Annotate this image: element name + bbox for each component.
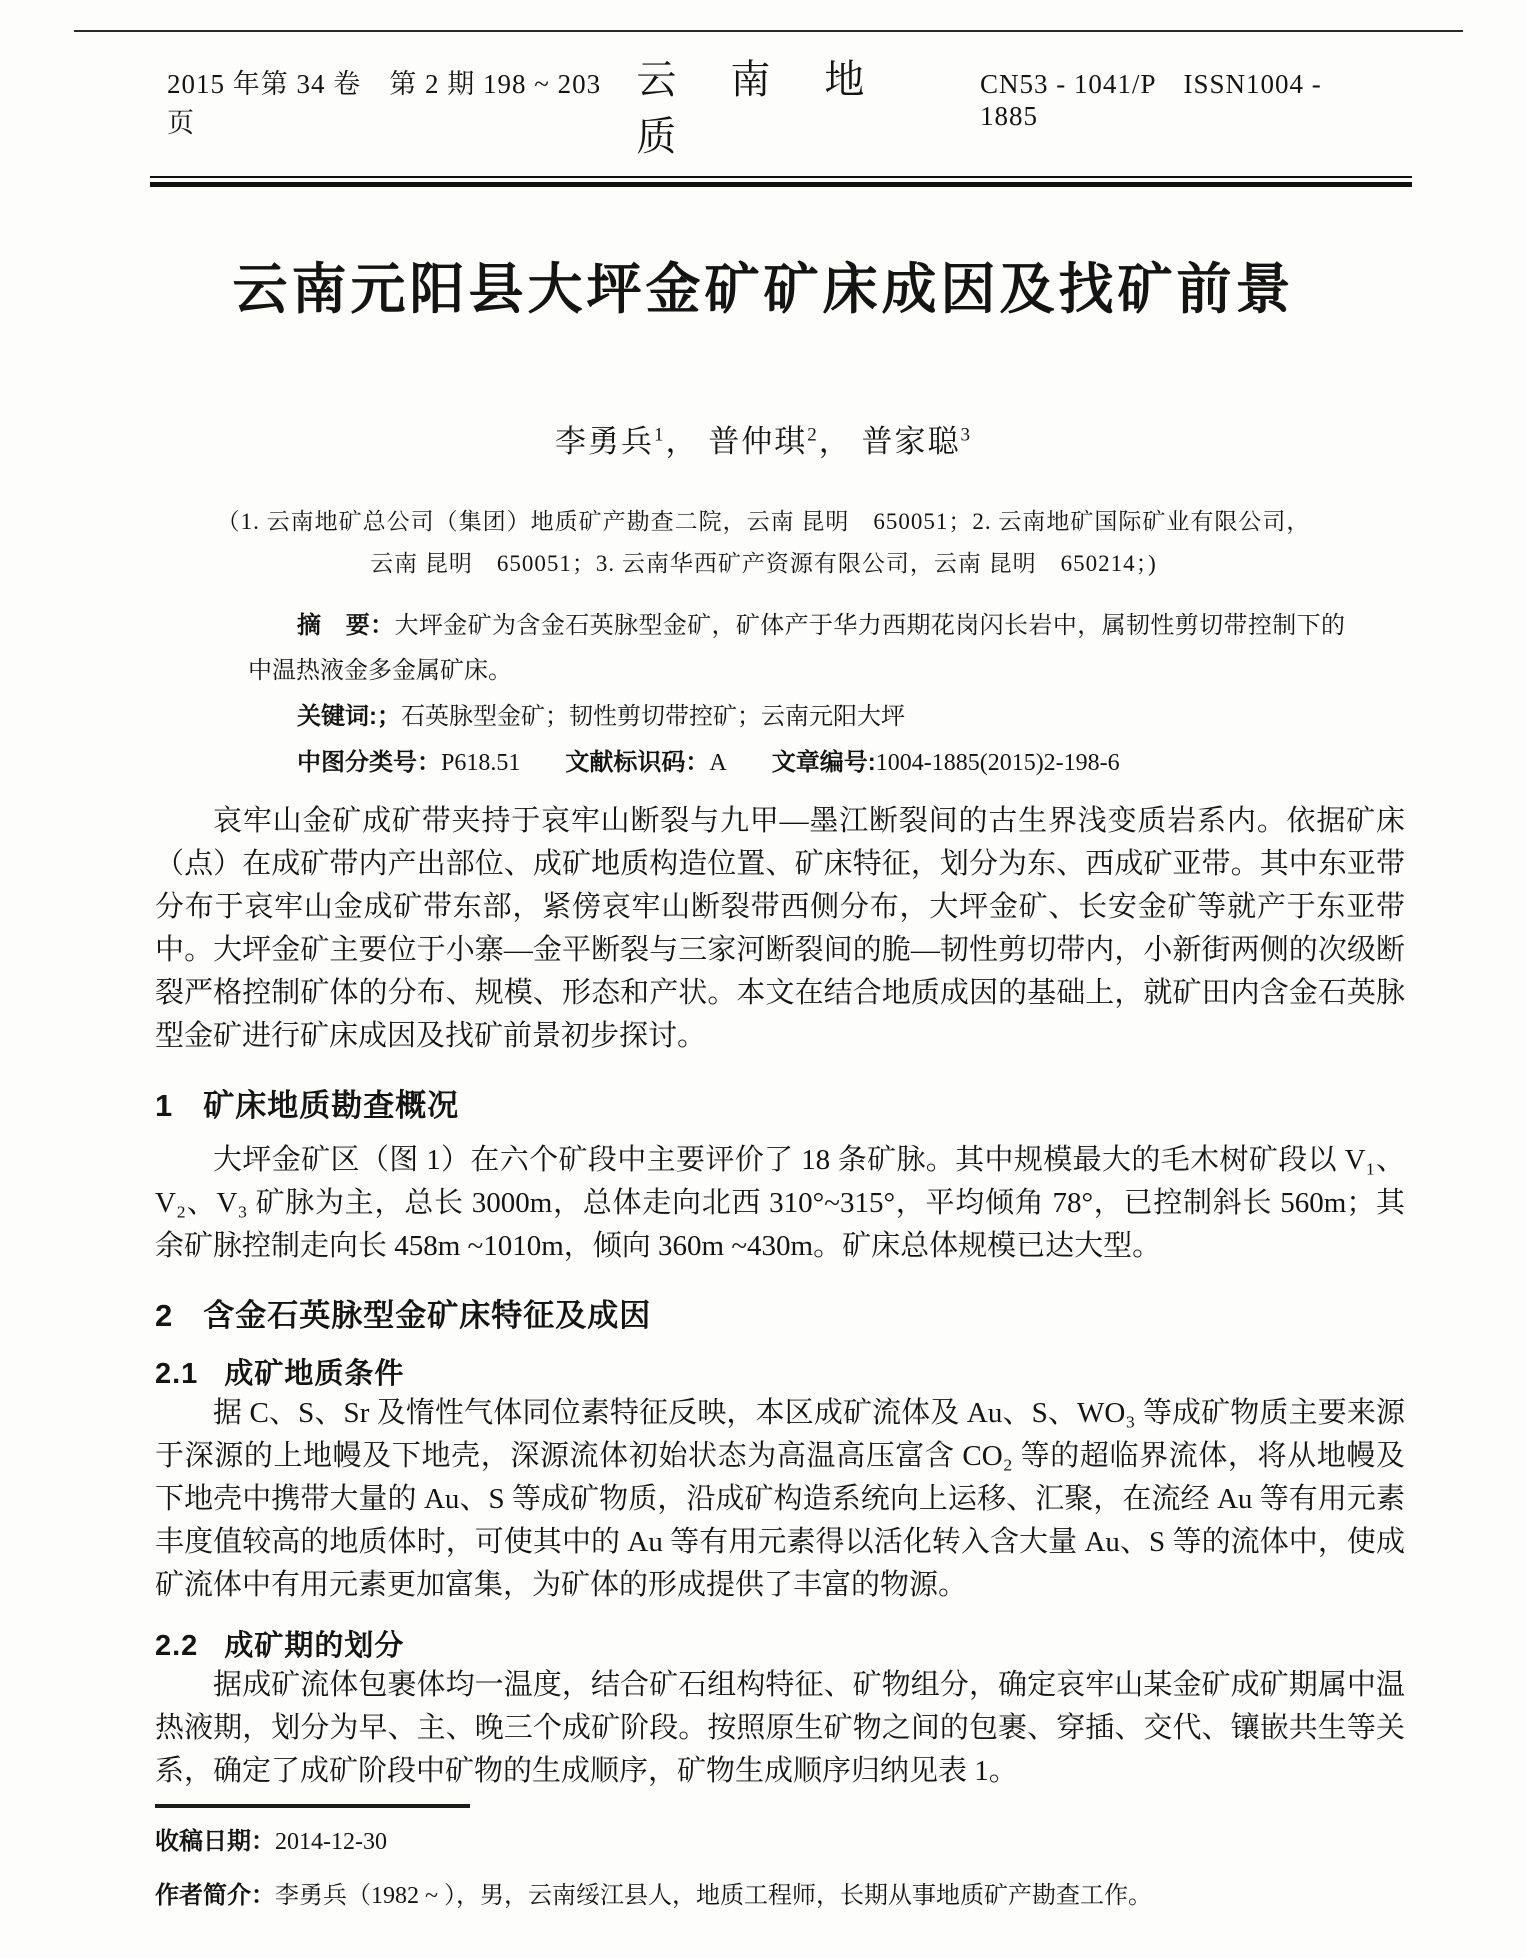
- author-1-affiliation-ref: 1: [654, 424, 666, 446]
- authors-line: [0, 416, 1527, 461]
- article-id-label: 文章编号:: [771, 749, 876, 776]
- footnote-block: [155, 1804, 1367, 1916]
- author-3-affiliation-ref: 3: [960, 424, 972, 446]
- received-date-value: 2014-12-30: [275, 1829, 387, 1855]
- section-1-number: 1: [155, 1088, 174, 1123]
- article-id-value: 1004-1885(2015)2-198-6: [875, 750, 1120, 776]
- section-2-2-number: 2.2: [155, 1630, 199, 1662]
- header-divider-thin-line: [150, 176, 1412, 178]
- issue-info: 2015 年第 34 卷 第 2 期 198 ~ 203 页: [167, 69, 602, 138]
- section-1-title: 矿床地质勘查概况: [203, 1088, 460, 1123]
- section-1-heading: [155, 1080, 1405, 1125]
- journal-name: 云 南 地 质: [636, 57, 887, 159]
- author-bio-line: [155, 1876, 1367, 1916]
- section-2-1-title: 成矿地质条件: [224, 1358, 405, 1390]
- clc-value: P618.51: [441, 750, 521, 776]
- issn-info: CN53 - 1041/P ISSN1004 - 1885: [979, 69, 1322, 131]
- section-2-1-paragraph: 据 C、S、Sr 及惰性气体同位素特征反映，本区成矿流体及 Au、S、WO₃ 等成矿物质主要来源于深源的上地幔及下地壳，深源流体初始状态为高温高压富含 CO₂ 等的超临界流体，将从地幔及下地壳中携带大量的 Au、S 等成矿物质，沿成矿构造系统向上运移、汇聚，在流经 Au 等有用元素丰度值较高的地质体时，可使其中的 Au 等有用元素得以活化转入含大量 Au、S 等的流体中，使成矿流体中有用元素更加富集，为矿体的形成提供了丰富的物源。: [155, 1397, 1405, 1601]
- author-name: [555, 424, 666, 459]
- section-2-2-heading: [155, 1623, 1405, 1664]
- affiliations-line-1: （1. 云南地矿总公司（集团）地质矿产勘查二院，云南 昆明 650051；2. 云南地矿国际矿业有限公司，: [216, 509, 1311, 534]
- author-separator: ，: [818, 424, 852, 459]
- intro-paragraph: 哀牢山金矿成矿带夹持于哀牢山断裂与九甲—墨江断裂间的古生界浅变质岩系内。依据矿床（点）在成矿带内产出部位、成矿地质构造位置、矿床特征，划分为东、西成矿亚带。其中东亚带分布于哀牢山金成矿带东部，紧傍哀牢山断裂带西侧分布，大坪金矿、长安金矿等就产于东亚带中。大坪金矿主要位于小寨—金平断裂与三家河断裂间的脆—韧性剪切带内，小新街两侧的次级断裂严格控制矿体的分布、规模、形态和产状。本文在结合地质成因的基础上，就矿田内含金石英脉型金矿进行矿床成因及找矿前景初步探讨。: [155, 805, 1405, 1052]
- section-2-2-paragraph: 据成矿流体包裹体均一温度，结合矿石组构特征、矿物组分，确定哀牢山某金矿成矿期属中温热液期，划分为早、主、晚三个成矿阶段。按照原生矿物之间的包裹、穿插、交代、镶嵌共生等关系，确定了成矿阶段中矿物的生成顺序，矿物生成顺序归纳见表 1。: [155, 1669, 1405, 1787]
- classification-line: [248, 740, 1345, 786]
- author-name: [862, 424, 973, 459]
- keywords-label: 关键词:；: [297, 703, 401, 730]
- abstract-paragraph: [248, 603, 1345, 694]
- author-bio-label: 作者简介：: [155, 1882, 275, 1909]
- author-name: [708, 424, 819, 459]
- article-body: [155, 800, 1405, 1793]
- affiliations-block: [0, 501, 1527, 585]
- article-title: 云南元阳县大坪金矿矿床成因及找矿前景: [232, 259, 1295, 320]
- keywords-text: 石英脉型金矿；韧性剪切带控矿；云南元阳大坪: [401, 704, 905, 730]
- journal-header: [167, 48, 1387, 162]
- author-separator: ，: [665, 424, 699, 459]
- received-date-label: 收稿日期：: [155, 1828, 275, 1855]
- abstract-text: 大坪金矿为含金石英脉型金矿，矿体产于华力西期花岗闪长岩中，属韧性剪切带控制下的中温热液金多金属矿床。: [248, 613, 1346, 684]
- author-bio-text: 李勇兵（1982 ~ ），男，云南绥江县人，地质工程师，长期从事地质矿产勘查工作。: [275, 1883, 1152, 1909]
- doc-code-label: 文献标识码：: [565, 749, 710, 776]
- clc-label: 中图分类号：: [297, 749, 441, 776]
- abstract-label: 摘 要：: [297, 612, 395, 639]
- abstract-block: [248, 603, 1345, 786]
- section-2-2-title: 成矿期的划分: [224, 1630, 405, 1662]
- header-divider-thick-line: [150, 182, 1412, 187]
- page-top-rule: [74, 30, 1463, 32]
- author-3: 普家聪: [861, 424, 961, 459]
- received-date-line: [155, 1822, 1367, 1862]
- author-1: 李勇兵: [555, 424, 654, 459]
- section-2-1-heading: [155, 1351, 1405, 1392]
- author-2-affiliation-ref: 2: [807, 424, 819, 446]
- section-1-paragraph: 大坪金矿区（图 1）在六个矿段中主要评价了 18 条矿脉。其中规模最大的毛木树矿段以 V₁、V₂、V₃ 矿脉为主，总长 3000m，总体走向北西 310°~315°，平均倾角 78°，已控制斜长 560m；其余矿脉控制走向长 458m ~1010m，倾向 360m ~430m。矿床总体规模已达大型。: [155, 1144, 1405, 1262]
- affiliations-line-2: 云南 昆明 650051；3. 云南华西矿产资源有限公司，云南 昆明 650214；): [370, 551, 1157, 576]
- section-2-heading: [155, 1290, 1405, 1335]
- section-2-title: 含金石英脉型金矿床特征及成因: [203, 1298, 652, 1333]
- header-divider: [150, 176, 1412, 187]
- section-2-number: 2: [155, 1298, 174, 1333]
- footnote-divider: [155, 1804, 470, 1808]
- section-2-1-number: 2.1: [155, 1358, 199, 1390]
- author-2: 普仲琪: [708, 424, 808, 459]
- keywords-line: [248, 694, 1345, 740]
- doc-code-value: A: [709, 750, 727, 776]
